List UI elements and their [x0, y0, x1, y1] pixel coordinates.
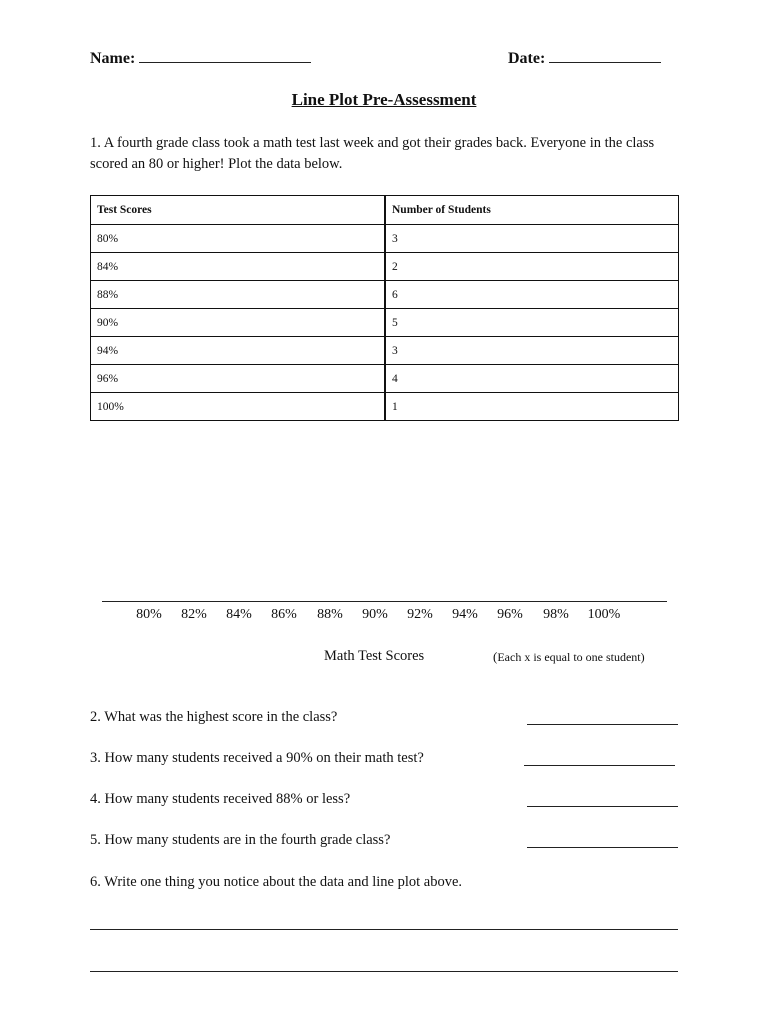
axis-note-paren: (: [493, 649, 498, 664]
question-4: 4. How many students received 88% or less?: [90, 791, 351, 807]
axis-tick-label: 90%: [362, 607, 388, 622]
score-cell: 90%: [91, 309, 386, 337]
date-label-row: [508, 48, 661, 68]
name-label-row: [90, 48, 311, 68]
axis-tick-label: 88%: [317, 607, 343, 622]
table-row: [91, 393, 679, 421]
answer-line-4[interactable]: [527, 806, 678, 807]
date-label: Date:: [508, 50, 546, 67]
table-row: [91, 337, 679, 365]
count-cell: 3: [385, 225, 679, 253]
count-cell: 2: [385, 253, 679, 281]
answer-line-5[interactable]: [527, 847, 678, 848]
question-5: 5. How many students are in the fourth grade class?: [90, 832, 391, 848]
answer-line-6b[interactable]: [90, 971, 678, 972]
column-header-number-of-students: Number of Students: [385, 196, 679, 225]
column-header-test-scores: Test Scores: [91, 196, 386, 225]
axis-tick-label: 96%: [497, 607, 523, 622]
answer-line-6a[interactable]: [90, 929, 678, 930]
question-6: 6. Write one thing you notice about the data and line plot above.: [90, 874, 463, 890]
axis-note: [493, 649, 645, 665]
name-blank[interactable]: [139, 48, 311, 63]
score-cell: 88%: [91, 281, 386, 309]
page-title: Line Plot Pre-Assessment: [291, 90, 477, 109]
table-header-row: [91, 196, 679, 225]
score-cell: 100%: [91, 393, 386, 421]
scores-table: [90, 195, 679, 421]
axis-tick-label: 84%: [226, 607, 252, 622]
score-cell: 94%: [91, 337, 386, 365]
axis-title: Math Test Scores: [324, 648, 425, 664]
name-label: Name:: [90, 50, 136, 67]
count-cell: 1: [385, 393, 679, 421]
line-plot-axis: [102, 601, 667, 602]
axis-note-text: Each x is equal to one student): [497, 650, 645, 664]
score-cell: 96%: [91, 365, 386, 393]
axis-tick-label: 98%: [543, 607, 569, 622]
table-row: [91, 225, 679, 253]
axis-tick-label: 94%: [452, 607, 478, 622]
axis-tick-label: 86%: [271, 607, 297, 622]
table-row: [91, 309, 679, 337]
score-cell: 80%: [91, 225, 386, 253]
answer-line-3[interactable]: [524, 765, 675, 766]
table-row: [91, 253, 679, 281]
date-blank[interactable]: [549, 48, 661, 63]
axis-tick-label: 100%: [587, 607, 621, 622]
problem-1-text: 1. A fourth grade class took a math test last week and got their grades back. Everyone in the class scored an 80 or higher! Plot the data below.: [90, 135, 655, 172]
count-cell: 3: [385, 337, 679, 365]
count-cell: 6: [385, 281, 679, 309]
count-cell: 4: [385, 365, 679, 393]
score-cell: 84%: [91, 253, 386, 281]
answer-line-2[interactable]: [527, 724, 678, 725]
count-cell: 5: [385, 309, 679, 337]
question-2: 2. What was the highest score in the class?: [90, 709, 338, 725]
table-row: [91, 281, 679, 309]
table-row: [91, 365, 679, 393]
question-3: 3. How many students received a 90% on their math test?: [90, 750, 424, 766]
axis-tick-label: 92%: [407, 607, 433, 622]
axis-tick-label: 82%: [181, 607, 207, 622]
axis-tick-label: 80%: [136, 607, 162, 622]
